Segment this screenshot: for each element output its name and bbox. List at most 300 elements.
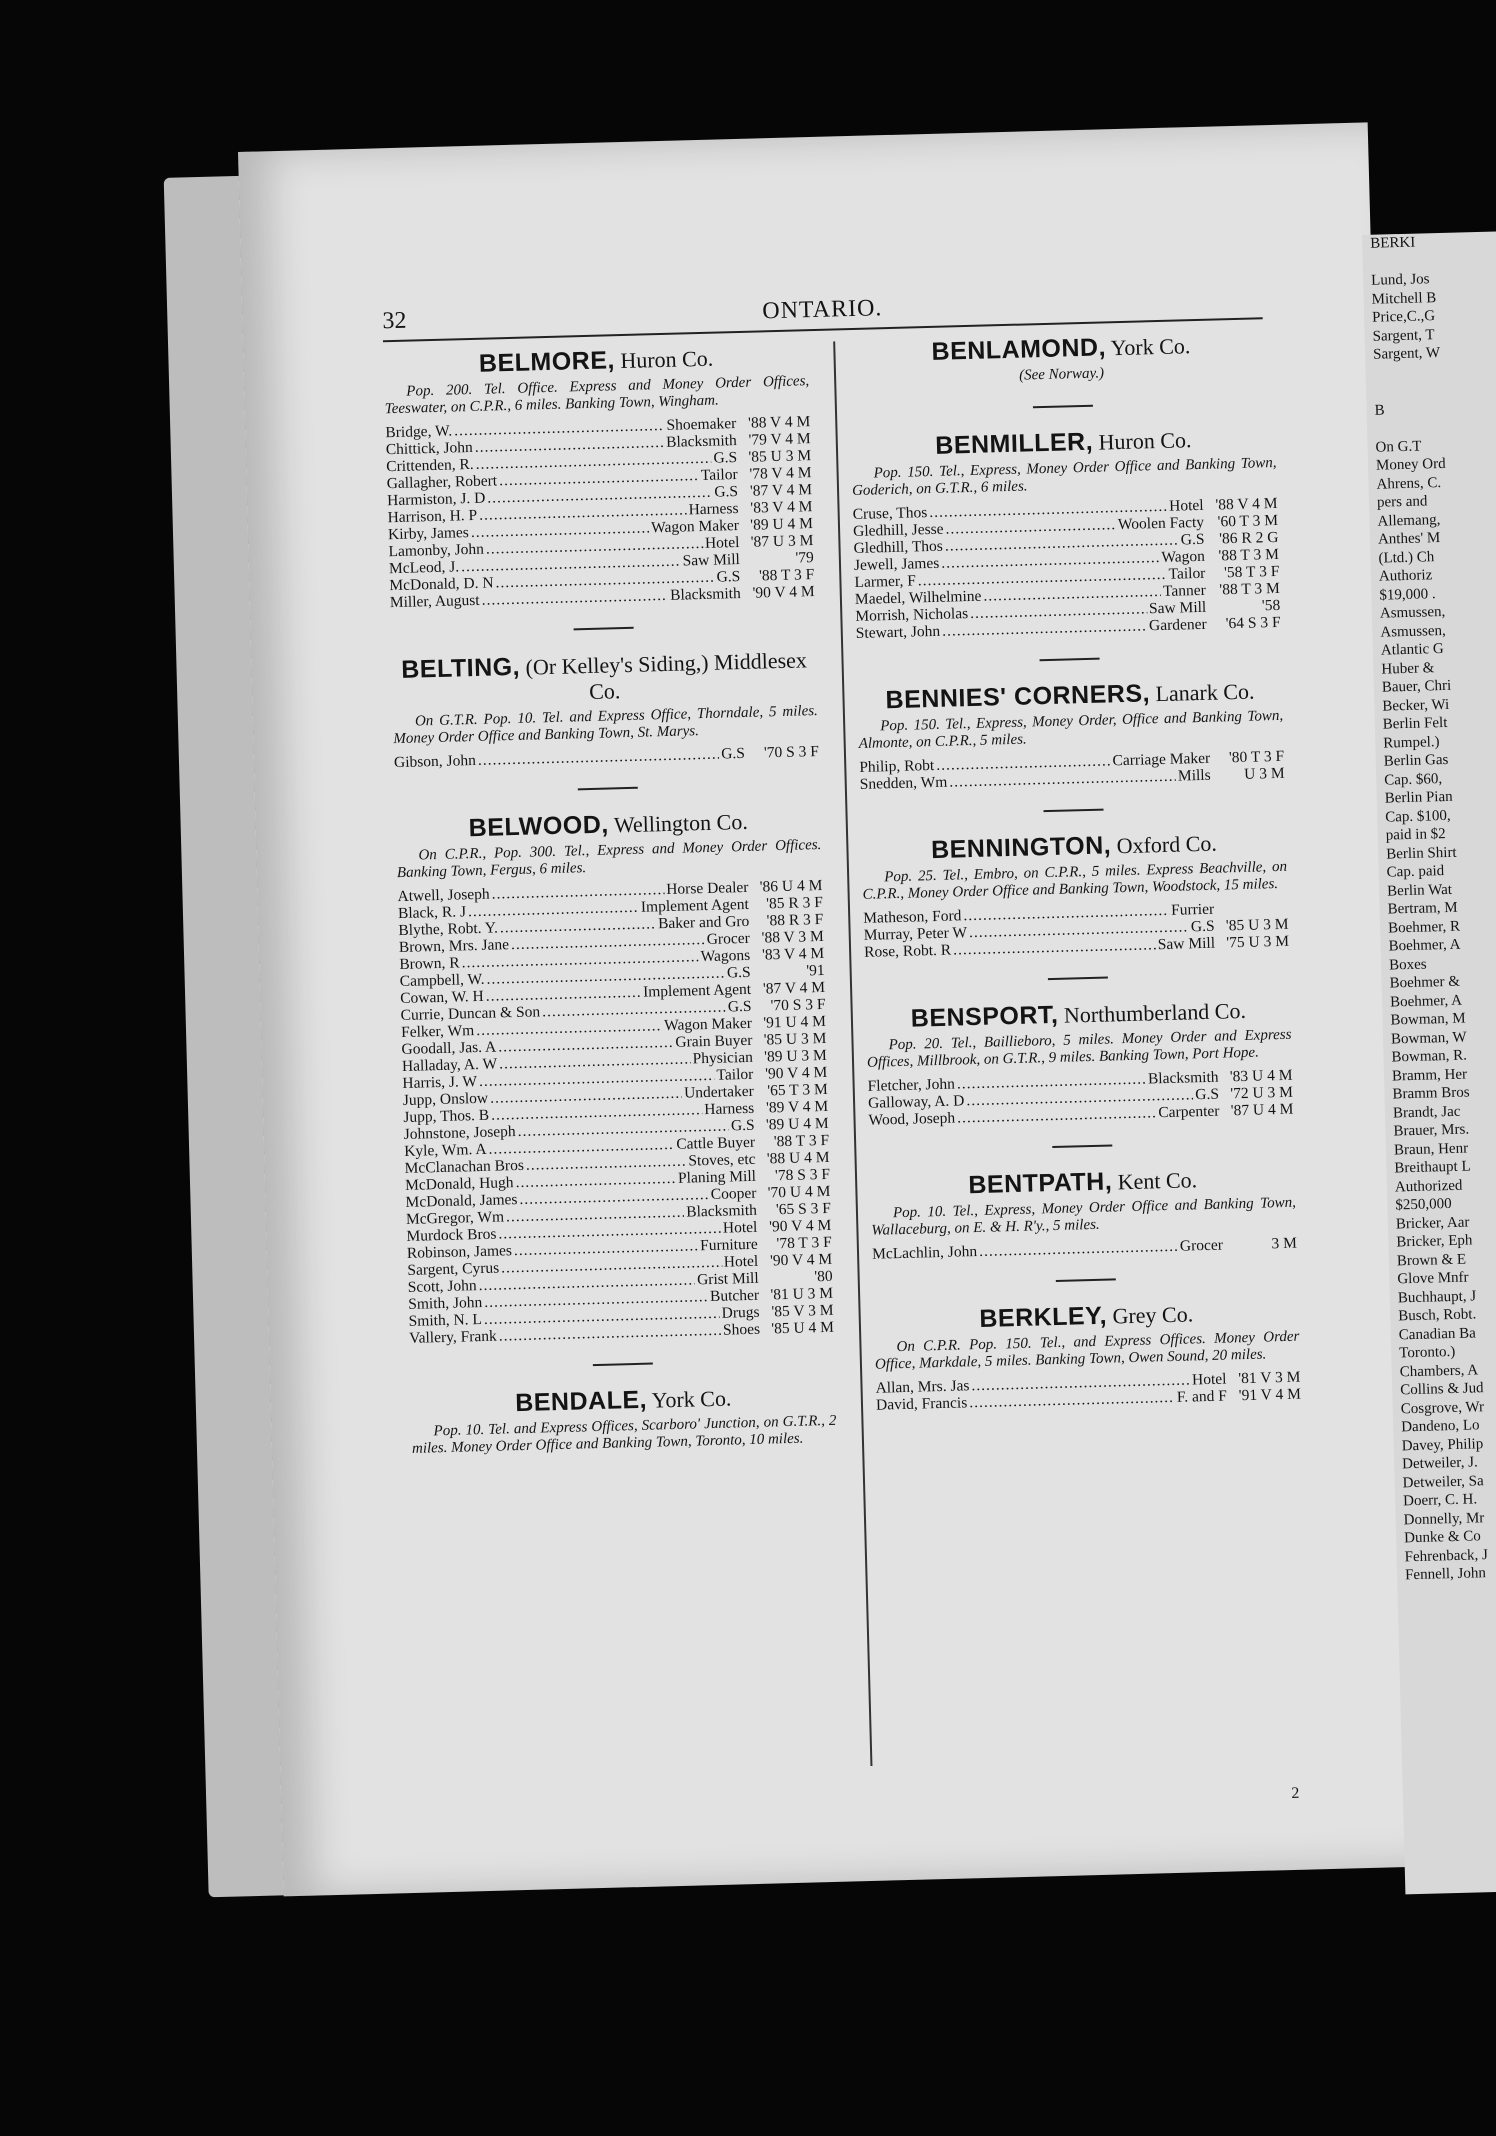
facing-page-line: $19,000 . bbox=[1379, 585, 1436, 604]
facing-page-line: On G.T bbox=[1375, 438, 1422, 456]
business-name: Currie, Duncan & Son bbox=[400, 1003, 541, 1025]
entry-info: (See Norway.) bbox=[1018, 365, 1105, 384]
business-trade: G.S bbox=[1180, 530, 1205, 549]
credit-rating: '85 U 3 M bbox=[748, 447, 812, 466]
credit-rating: '75 U 3 M bbox=[1226, 932, 1290, 952]
place-name: BELTING, bbox=[400, 652, 521, 684]
facing-page-line: Fennell, John bbox=[1404, 1565, 1487, 1584]
facing-page-line: Becker, Wi bbox=[1382, 696, 1450, 715]
facing-page-line: pers and bbox=[1376, 493, 1428, 511]
directory-entry bbox=[861, 828, 1289, 961]
business-trade: F. and F bbox=[1176, 1387, 1228, 1406]
facing-page-line: Dandeno, Lo bbox=[1401, 1417, 1480, 1436]
business-name: Galloway, A. D bbox=[867, 1092, 965, 1112]
leader-dots bbox=[478, 746, 720, 769]
facing-page-line: Boehmer, A bbox=[1389, 992, 1463, 1011]
business-trade: Grist Mill bbox=[696, 1269, 759, 1289]
business-trade: Shoemaker bbox=[666, 415, 737, 434]
credit-rating: '90 V 4 M bbox=[764, 1063, 828, 1083]
business-name: Snedden, Wm bbox=[859, 773, 948, 793]
directory-entry bbox=[395, 806, 834, 1347]
place-name: BELMORE, bbox=[478, 346, 616, 378]
entry-info: Pop. 20. Tel., Baillieboro, 5 miles. Money Order and Express Offices, Millbrook, on G.T.R., 9 miles. Banking Town, Port Hope. bbox=[866, 1026, 1292, 1071]
business-name: Chittick, John bbox=[385, 438, 474, 459]
facing-page-line: Collins & Jud bbox=[1400, 1380, 1484, 1399]
entry-info: On C.P.R., Pop. 300. Tel., Express and Money Order Offices. Banking Town, Fergus, 6 miles. bbox=[396, 836, 822, 882]
business-name: Kirby, James bbox=[387, 524, 470, 544]
business-name: Atwell, Joseph bbox=[397, 885, 490, 906]
credit-rating: '90 V 4 M bbox=[769, 1250, 833, 1270]
business-trade: Carriage Maker bbox=[1112, 749, 1211, 770]
credit-rating: '91 V 4 M bbox=[1238, 1385, 1302, 1405]
business-name: David, Francis bbox=[875, 1394, 968, 1414]
credit-rating: '90 V 4 M bbox=[752, 583, 815, 602]
facing-page-line: Brown & E bbox=[1396, 1251, 1467, 1269]
business-name: Smith, John bbox=[408, 1294, 483, 1313]
place-name: BENTPATH, bbox=[968, 1167, 1113, 1200]
facing-page-line: Lund, Jos bbox=[1370, 271, 1430, 289]
business-name: Campbell, W. bbox=[399, 970, 485, 991]
credit-rating: '60 T 3 M bbox=[1217, 511, 1279, 531]
credit-rating: '85 U 4 M bbox=[771, 1318, 835, 1338]
county-name: (Or Kelley's Siding,) Middlesex Co. bbox=[525, 647, 808, 704]
business-name: Harris, J. W bbox=[402, 1073, 478, 1093]
business-name: Jupp, Thos. B bbox=[403, 1106, 490, 1127]
facing-page-line: Rumpel.) bbox=[1383, 733, 1440, 752]
entry-info: Pop. 200. Tel. Office. Express and Money Order Offices, Teeswater, on C.P.R., 6 miles. Banking Town, Wingham. bbox=[384, 373, 810, 418]
business-trade: G.S bbox=[1190, 917, 1215, 936]
business-list bbox=[872, 1235, 1297, 1263]
business-name: Bridge, W. bbox=[385, 422, 453, 442]
county-name: Kent Co. bbox=[1117, 1167, 1198, 1195]
facing-page-line: Asmussen, bbox=[1379, 603, 1446, 622]
business-trade: Implement Agent bbox=[640, 895, 750, 916]
place-name: BENNIES' CORNERS, bbox=[885, 679, 1151, 715]
directory-entry bbox=[873, 1298, 1301, 1414]
place-name: BENMILLER, bbox=[934, 427, 1094, 460]
facing-page-line: paid in $2 bbox=[1385, 826, 1446, 844]
credit-rating: '87 V 4 M bbox=[749, 481, 813, 500]
credit-rating: '70 S 3 F bbox=[770, 995, 826, 1015]
business-list bbox=[397, 877, 834, 1347]
business-name: Goodall, Jas. A bbox=[401, 1038, 497, 1059]
county-name: Huron Co. bbox=[620, 345, 714, 374]
business-list bbox=[863, 899, 1289, 961]
facing-page-line: Cap. paid bbox=[1386, 863, 1445, 881]
book-page bbox=[238, 122, 1413, 1896]
business-name: McGregor, Wm bbox=[405, 1208, 505, 1228]
facing-page-line: Bowman, R. bbox=[1391, 1047, 1468, 1066]
business-name: Harmiston, J. D bbox=[386, 489, 486, 510]
entry-info: Pop. 150. Tel., Express, Money Order Office and Banking Town, Goderich, on G.T.R., 6 miles. bbox=[851, 454, 1277, 500]
business-trade: Hotel bbox=[1191, 1370, 1227, 1389]
business-trade: G.S bbox=[730, 1116, 755, 1135]
business-trade: Implement Agent bbox=[642, 980, 752, 1001]
credit-rating: '89 U 4 M bbox=[765, 1114, 829, 1134]
folio-mark: 2 bbox=[1291, 1784, 1300, 1802]
page-number: 32 bbox=[382, 307, 407, 335]
business-name: Robinson, James bbox=[406, 1242, 513, 1262]
business-trade: Harness bbox=[688, 500, 739, 519]
business-name: Brown, Mrs. Jane bbox=[398, 936, 510, 957]
entry-separator bbox=[1039, 658, 1099, 662]
business-trade: G.S bbox=[726, 963, 751, 982]
county-name: Huron Co. bbox=[1098, 427, 1192, 455]
facing-page-line: Ahrens, C. bbox=[1376, 474, 1442, 493]
business-list bbox=[852, 495, 1280, 642]
business-name: Larmer, F bbox=[854, 572, 917, 592]
place-name: BENSPORT, bbox=[910, 1000, 1059, 1033]
credit-rating: '89 U 3 M bbox=[763, 1046, 828, 1066]
facing-page-line: Detweiler, J. bbox=[1401, 1454, 1479, 1473]
business-list bbox=[394, 743, 819, 771]
credit-rating bbox=[1214, 899, 1288, 918]
business-trade: Saw Mill bbox=[682, 551, 741, 570]
directory-entry bbox=[383, 342, 815, 611]
business-name: Jewell, James bbox=[853, 554, 940, 575]
facing-page-line: Berlin Gas bbox=[1383, 751, 1449, 770]
business-name: Black, R. J bbox=[397, 903, 467, 923]
credit-rating: '88 T 3 M bbox=[1219, 579, 1281, 599]
facing-page-line: Bricker, Eph bbox=[1396, 1232, 1473, 1251]
facing-page-line: Bramm Bros bbox=[1392, 1084, 1470, 1103]
business-name: Stewart, John bbox=[855, 622, 941, 642]
facing-page-line: Detweiler, Sa bbox=[1402, 1472, 1484, 1491]
facing-page-line: Fehrenback, J bbox=[1404, 1546, 1489, 1565]
facing-page-line: Allemang, bbox=[1377, 511, 1441, 530]
business-trade: Saw Mill bbox=[1157, 934, 1216, 954]
county-name: Northumberland Co. bbox=[1063, 997, 1247, 1028]
entry-separator bbox=[1052, 1144, 1112, 1148]
county-name: Oxford Co. bbox=[1116, 830, 1218, 859]
facing-page-line: Asmussen, bbox=[1380, 622, 1447, 641]
facing-page-line: Berlin Shirt bbox=[1386, 844, 1457, 863]
business-trade: Grocer bbox=[706, 929, 750, 948]
credit-rating: '72 U 3 M bbox=[1230, 1083, 1294, 1103]
place-name: BENDALE, bbox=[514, 1385, 648, 1418]
business-trade: Planing Mill bbox=[677, 1167, 757, 1187]
running-header bbox=[382, 285, 1262, 335]
business-trade: Mills bbox=[1177, 766, 1211, 785]
facing-page-line: Davey, Philip bbox=[1401, 1435, 1484, 1454]
business-name: Morrish, Nicholas bbox=[855, 605, 969, 625]
credit-rating: '86 U 4 M bbox=[759, 876, 823, 896]
business-trade: Tailor bbox=[700, 466, 738, 484]
credit-rating: '83 V 4 M bbox=[750, 498, 813, 517]
credit-rating: '91 U 4 M bbox=[763, 1012, 827, 1032]
business-name: Cowan, W. H bbox=[399, 987, 484, 1008]
entry-separator bbox=[577, 787, 637, 791]
credit-rating: '87 U 3 M bbox=[750, 532, 814, 551]
business-trade: Undertaker bbox=[683, 1082, 754, 1102]
credit-rating: 3 M bbox=[1271, 1234, 1298, 1253]
business-name: McClanachan Bros bbox=[404, 1156, 525, 1177]
facing-page-line: Anthes' M bbox=[1377, 530, 1441, 548]
credit-rating: '89 U 4 M bbox=[750, 515, 814, 534]
credit-rating: '70 S 3 F bbox=[763, 743, 820, 762]
business-trade: Butcher bbox=[709, 1286, 760, 1306]
credit-rating: '80 T 3 F bbox=[1228, 747, 1285, 767]
business-trade: Grain Buyer bbox=[675, 1031, 753, 1051]
facing-page-line: $250,000 bbox=[1395, 1195, 1452, 1214]
business-trade: Stoves, etc bbox=[688, 1150, 756, 1170]
business-list bbox=[385, 413, 815, 611]
entry-separator bbox=[1032, 405, 1092, 409]
page-title: ONTARIO. bbox=[761, 295, 883, 325]
business-name: Jupp, Onslow bbox=[402, 1089, 489, 1110]
facing-page-line: Atlantic G bbox=[1380, 641, 1444, 659]
credit-rating: '58 bbox=[1261, 596, 1281, 615]
business-trade: Blacksmith bbox=[665, 432, 737, 451]
business-trade: Grocer bbox=[1179, 1236, 1224, 1255]
facing-page-line: B bbox=[1374, 401, 1385, 419]
credit-rating: '88 V 4 M bbox=[747, 413, 811, 432]
credit-rating: '78 S 3 F bbox=[774, 1165, 831, 1185]
credit-rating: '65 S 3 F bbox=[775, 1199, 832, 1219]
business-name: Wood, Joseph bbox=[868, 1109, 956, 1129]
business-name: Maedel, Wilhelmine bbox=[854, 587, 982, 609]
credit-rating: '88 V 4 M bbox=[1215, 494, 1278, 514]
business-trade: Wagons bbox=[700, 946, 751, 966]
business-trade: Carpenter bbox=[1158, 1102, 1220, 1122]
facing-page-line: Canadian Ba bbox=[1398, 1324, 1477, 1343]
credit-rating: '81 U 3 M bbox=[770, 1284, 834, 1304]
facing-page-line: Boehmer, R bbox=[1387, 918, 1461, 937]
business-trade: Wagon Maker bbox=[650, 517, 740, 537]
facing-page-line: (Ltd.) Ch bbox=[1378, 548, 1435, 567]
directory-entry bbox=[411, 1382, 838, 1458]
facing-page-line: Breithaupt L bbox=[1394, 1158, 1471, 1177]
entry-separator bbox=[1043, 809, 1103, 813]
credit-rating: '91 bbox=[806, 961, 825, 980]
business-name: Philip, Robt bbox=[859, 756, 935, 776]
facing-page-line: Busch, Robt. bbox=[1398, 1306, 1477, 1325]
business-list bbox=[875, 1369, 1301, 1414]
business-trade: Cattle Buyer bbox=[676, 1133, 756, 1153]
business-trade: Saw Mill bbox=[1148, 598, 1207, 618]
right-column bbox=[848, 330, 1302, 1436]
entry-info: On C.P.R. Pop. 150. Tel., and Express Offices. Money Order Office, Markdale, 5 miles. Banking Town, Owen Sound, 20 miles. bbox=[874, 1328, 1300, 1373]
business-trade: G.S bbox=[713, 449, 738, 467]
leader-dots bbox=[481, 587, 668, 609]
county-name: Wellington Co. bbox=[613, 808, 749, 838]
credit-rating: '88 R 3 F bbox=[766, 910, 824, 930]
business-trade: Hotel bbox=[722, 1218, 758, 1237]
credit-rating: '83 U 4 M bbox=[1229, 1066, 1293, 1086]
facing-page-line: Authoriz bbox=[1378, 567, 1433, 585]
credit-rating: '79 bbox=[795, 549, 815, 567]
facing-page-line: Bricker, Aar bbox=[1395, 1214, 1470, 1232]
business-name: Sargent, Cyrus bbox=[407, 1259, 500, 1279]
place-name: BENLAMOND, bbox=[931, 333, 1107, 366]
credit-rating: '88 V 3 M bbox=[761, 927, 824, 947]
facing-page-line: Bowman, M bbox=[1390, 1010, 1466, 1029]
directory-entry bbox=[857, 677, 1285, 793]
business-name: McDonald, Hugh bbox=[404, 1174, 514, 1194]
credit-rating: '86 R 2 G bbox=[1219, 528, 1279, 548]
credit-rating: '85 V 3 M bbox=[771, 1301, 834, 1321]
business-name: Kyle, Wm. A bbox=[403, 1140, 487, 1160]
business-name: Cruse, Thos bbox=[852, 504, 928, 524]
credit-rating: '70 U 4 M bbox=[767, 1182, 831, 1202]
business-trade: Woolen Facty bbox=[1117, 513, 1205, 534]
business-trade: Blacksmith bbox=[1147, 1068, 1219, 1088]
facing-page-line: BERKI bbox=[1370, 234, 1416, 252]
facing-page-line: Glove Mnfr bbox=[1397, 1269, 1469, 1288]
business-name: Murdock Bros bbox=[406, 1225, 497, 1245]
business-name: Vallery, Frank bbox=[408, 1327, 497, 1347]
business-name: McLeod, J. bbox=[388, 558, 460, 578]
business-row bbox=[394, 743, 819, 771]
entry-info: Pop. 10. Tel., Express, Money Order Office and Banking Town, Wallaceburg, on E. & H. R'y., 5 miles. bbox=[871, 1194, 1297, 1239]
credit-rating: '81 V 3 M bbox=[1238, 1368, 1301, 1388]
business-trade: Tanner bbox=[1162, 581, 1207, 600]
business-name: Rose, Robt. R bbox=[863, 941, 952, 961]
place-name: BELWOOD, bbox=[468, 810, 610, 843]
facing-page-line: Donnelly, Mr bbox=[1403, 1509, 1485, 1528]
credit-rating: '78 V 4 M bbox=[749, 464, 812, 483]
entry-separator bbox=[1047, 977, 1107, 981]
facing-page-line: Doerr, C. H. bbox=[1402, 1491, 1478, 1510]
credit-rating: '88 T 3 M bbox=[1218, 545, 1280, 565]
facing-page-line: Berlin Felt bbox=[1382, 714, 1448, 733]
entry-separator bbox=[1055, 1278, 1115, 1282]
facing-page-line: Boehmer & bbox=[1389, 973, 1461, 992]
business-trade: Cooper bbox=[710, 1184, 757, 1203]
credit-rating: '88 T 3 F bbox=[773, 1131, 830, 1151]
business-trade: G.S bbox=[727, 997, 752, 1016]
business-name: Murray, Peter W bbox=[863, 924, 968, 944]
entry-info: On G.T.R. Pop. 10. Tel. and Express Office, Thorndale, 5 miles. Money Order Office and Banking Town, St. Marys. bbox=[393, 703, 819, 748]
facing-page-line: Buchhaupt, J bbox=[1397, 1287, 1477, 1306]
business-name: Miller, August bbox=[389, 591, 480, 612]
credit-rating: '87 U 4 M bbox=[1230, 1100, 1294, 1120]
business-name: Harrison, H. P bbox=[387, 506, 478, 527]
credit-rating: '65 T 3 M bbox=[767, 1080, 828, 1100]
business-name: Blythe, Robt. Y. bbox=[398, 919, 499, 940]
facing-page-line: Authorized bbox=[1394, 1177, 1463, 1195]
business-trade: Shoes bbox=[722, 1320, 761, 1339]
business-trade: Wagon bbox=[1161, 547, 1206, 566]
directory-entry bbox=[391, 646, 819, 771]
facing-page-line: Money Ord bbox=[1375, 455, 1446, 474]
business-trade: Blacksmith bbox=[669, 584, 741, 604]
business-name: Fletcher, John bbox=[867, 1075, 956, 1095]
credit-rating: '90 V 4 M bbox=[769, 1216, 832, 1236]
business-name: McDonald, D. N bbox=[389, 574, 494, 595]
entry-info: Pop. 25. Tel., Embro, on C.P.R., 5 miles. Express Beachville, on C.P.R., Money Order Office and Banking Town, Woodstock, 15 miles. bbox=[862, 858, 1288, 903]
directory-entry bbox=[870, 1164, 1297, 1263]
facing-page-line: Sargent, T bbox=[1372, 326, 1435, 345]
facing-page-line: Cap. $100, bbox=[1385, 807, 1451, 826]
business-name: Gibson, John bbox=[393, 751, 477, 772]
business-name: Scott, John bbox=[407, 1277, 477, 1296]
facing-page-line: Boehmer, A bbox=[1388, 936, 1461, 955]
business-name: Matheson, Ford bbox=[863, 907, 962, 927]
business-trade: Furniture bbox=[699, 1235, 758, 1255]
business-trade: Furrier bbox=[1170, 900, 1215, 919]
leader-dots bbox=[979, 1238, 1178, 1260]
credit-rating: '80 bbox=[814, 1267, 833, 1286]
facing-page-line: Huber & bbox=[1381, 659, 1435, 678]
business-trade: Hotel bbox=[704, 534, 740, 552]
facing-page-line: Sargent, W bbox=[1372, 345, 1441, 363]
left-column bbox=[383, 342, 837, 1480]
business-name: Crittenden, R. bbox=[386, 455, 474, 476]
facing-page-line: Dunke & Co bbox=[1403, 1528, 1481, 1547]
business-trade: Drugs bbox=[721, 1303, 760, 1322]
credit-rating: '88 T 3 F bbox=[758, 566, 815, 585]
facing-page-line: Price,C.,G bbox=[1371, 308, 1436, 326]
place-name: BENNINGTON, bbox=[930, 831, 1112, 865]
facing-page-line: Berlin Pian bbox=[1384, 788, 1453, 807]
credit-rating: '78 T 3 F bbox=[776, 1233, 832, 1253]
credit-rating: '85 U 3 M bbox=[1225, 915, 1289, 935]
directory-entry bbox=[848, 330, 1274, 389]
facing-page-line: Cap. $60, bbox=[1384, 770, 1443, 789]
county-name: Lanark Co. bbox=[1155, 678, 1255, 707]
business-name: Gallagher, Robert bbox=[386, 472, 498, 493]
business-trade: Tailor bbox=[716, 1065, 754, 1084]
business-name: Johnstone, Joseph bbox=[403, 1123, 516, 1143]
facing-page-line: Bertram, M bbox=[1387, 899, 1458, 918]
county-name: York Co. bbox=[1110, 333, 1191, 361]
business-name: Lamonby, John bbox=[388, 540, 485, 561]
business-name: Brown, R bbox=[399, 954, 460, 974]
business-trade: Gardener bbox=[1148, 615, 1207, 635]
facing-page-line: Chambers, A bbox=[1399, 1361, 1479, 1380]
credit-rating: U 3 M bbox=[1243, 764, 1285, 783]
business-name: Gledhill, Thos bbox=[853, 537, 944, 558]
business-list bbox=[867, 1067, 1293, 1129]
business-trade: Harness bbox=[704, 1099, 755, 1119]
entry-info: Pop. 150. Tel., Express, Money Order, Office and Banking Town, Almonte, on C.P.R., 5 miles. bbox=[858, 707, 1284, 752]
entry-info: Pop. 10. Tel. and Express Offices, Scarboro' Junction, on G.T.R., 2 miles. Money Order Office and Banking Town, Toronto, 10 miles. bbox=[411, 1412, 837, 1457]
facing-page-line: Boxes bbox=[1388, 956, 1427, 974]
business-trade: G.S bbox=[716, 568, 741, 586]
credit-rating: '88 U 4 M bbox=[766, 1148, 830, 1168]
business-trade: Baker and Gro bbox=[657, 912, 750, 933]
facing-page-line: Brandt, Jac bbox=[1392, 1103, 1461, 1121]
facing-page-line: Bowman, W bbox=[1390, 1029, 1467, 1048]
entry-separator bbox=[573, 627, 633, 631]
business-trade: Blacksmith bbox=[686, 1201, 758, 1221]
entry-heading bbox=[391, 646, 817, 710]
facing-page-line: Cosgrove, Wr bbox=[1400, 1398, 1485, 1417]
facing-page-line: Brauer, Mrs. bbox=[1393, 1121, 1470, 1140]
credit-rating: '85 U 3 M bbox=[763, 1029, 827, 1049]
facing-page-line: Toronto.) bbox=[1399, 1343, 1456, 1362]
business-trade: Wagon Maker bbox=[663, 1014, 753, 1035]
business-trade: Horse Dealer bbox=[666, 878, 749, 899]
facing-page-line: Bramm, Her bbox=[1391, 1066, 1468, 1084]
business-list bbox=[859, 748, 1285, 793]
county-name: Grey Co. bbox=[1112, 1301, 1194, 1329]
facing-page-line: Berlin Wat bbox=[1386, 881, 1453, 900]
business-trade: G.S bbox=[721, 744, 746, 763]
business-name: Halladay, A. W bbox=[401, 1055, 498, 1076]
business-trade: Hotel bbox=[1168, 496, 1204, 515]
place-name: BERKLEY, bbox=[979, 1301, 1108, 1333]
credit-rating: '64 S 3 F bbox=[1225, 613, 1281, 633]
business-trade: Tailor bbox=[1168, 564, 1206, 583]
county-name: York Co. bbox=[651, 1385, 732, 1413]
credit-rating: '58 T 3 F bbox=[1223, 562, 1280, 582]
business-trade: G.S bbox=[1195, 1085, 1220, 1104]
business-name: McLachlin, John bbox=[871, 1243, 978, 1263]
facing-page-line: Mitchell B bbox=[1371, 289, 1437, 308]
business-name: Allan, Mrs. Jas bbox=[875, 1377, 970, 1397]
